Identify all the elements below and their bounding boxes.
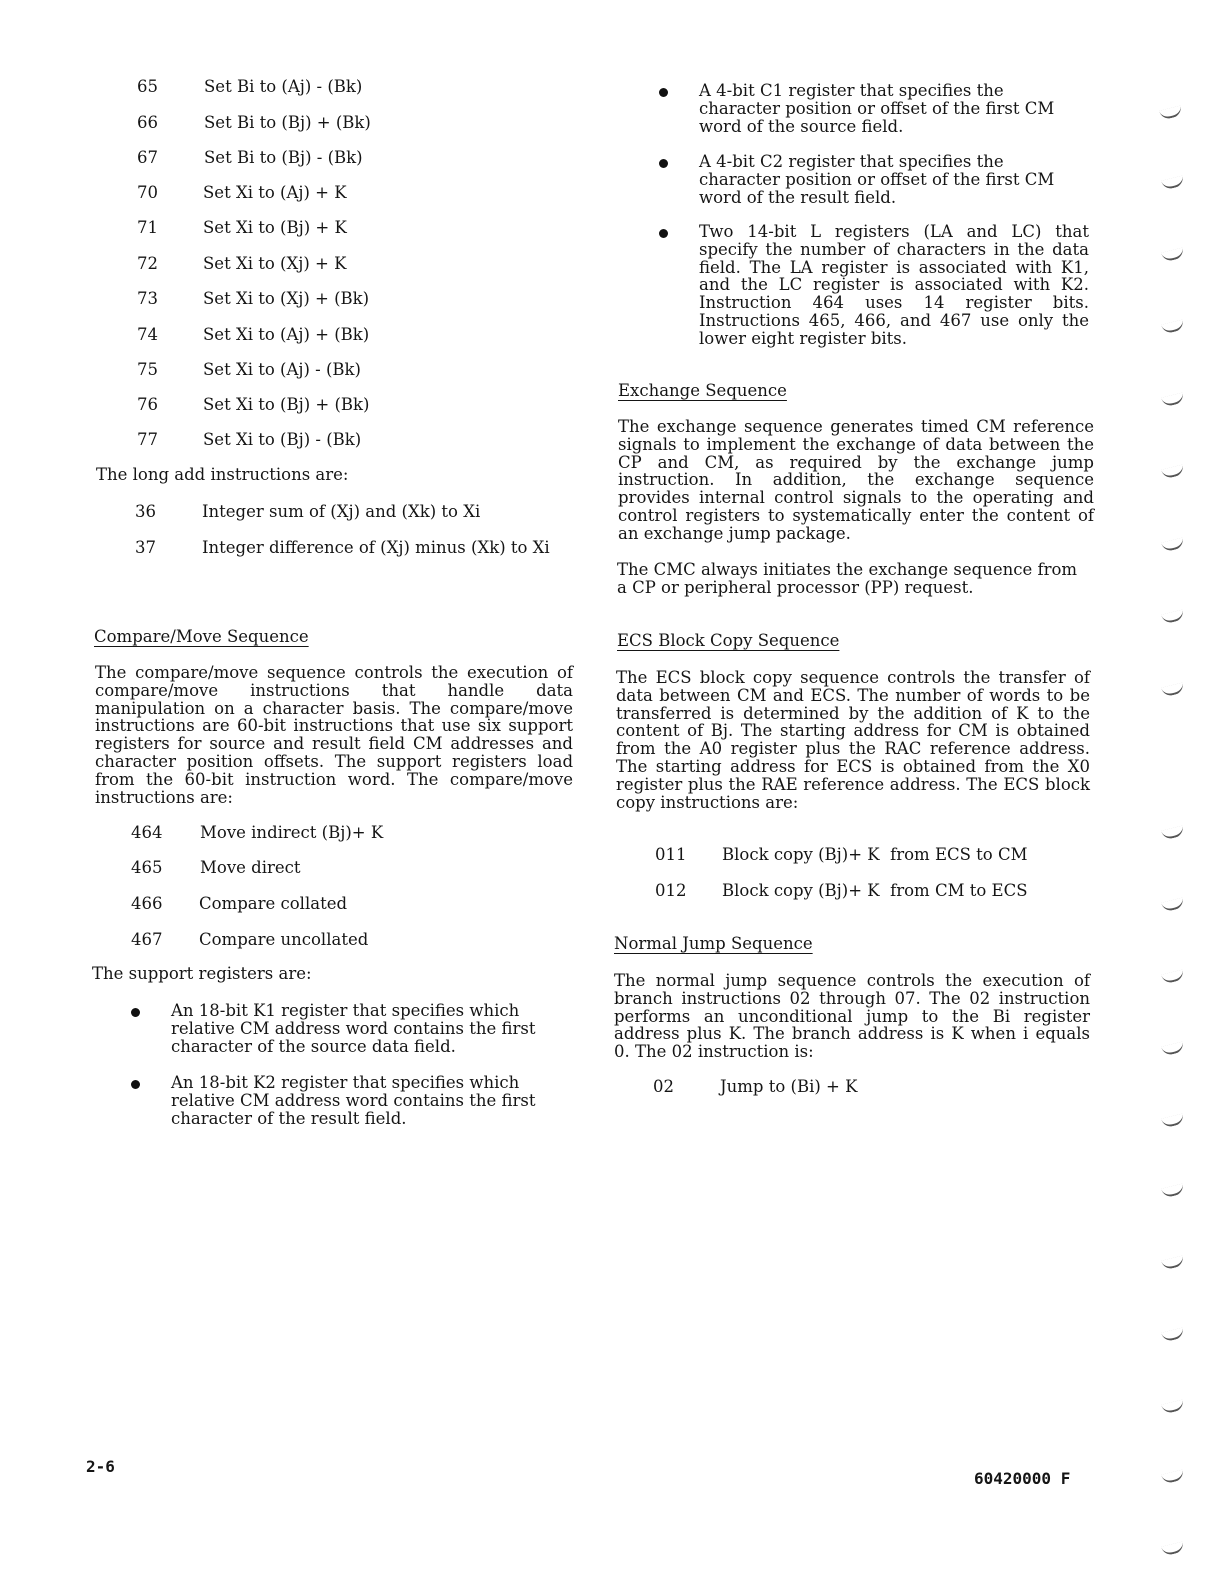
instruction-code: 70 [137,183,158,202]
instruction-desc: Set Bi to (Bj) + (Bk) [204,113,371,132]
instruction-desc: Set Bi to (Bj) - (Bk) [204,148,363,167]
paragraph: The ECS block copy sequence controls the transfer of data between CM and ECS. The number of words to be transferred is determined by the addition of K to the content of Bj. The starting address for CM is obtained from the A0 register plus the RAC reference address. The starting address for ECS is obtained from the X0 register plus the RAE reference address. The ECS block copy instructions are: [616,668,1090,812]
instruction-code: 012 [655,881,687,900]
instruction-row [137,396,577,416]
instruction-row [137,361,577,381]
instruction-row [653,1078,1093,1098]
instruction-code: 67 [137,148,158,167]
instruction-code: 464 [131,823,163,842]
instruction-desc: Set Xi to (Bj) + K [203,218,347,237]
long-add-intro: The long add instructions are: [96,465,349,484]
section-heading: Compare/Move Sequence [94,627,309,646]
instruction-row [137,219,577,239]
binding-mark [1161,825,1185,840]
instruction-row [137,290,577,310]
bullet-icon [659,88,668,97]
instruction-desc: Block copy (Bj)+ K from ECS to CM [722,845,1028,864]
instruction-desc: Block copy (Bj)+ K from CM to ECS [722,881,1028,900]
bullet-icon [131,1080,140,1089]
page-number: 2-6 [86,1457,115,1476]
instruction-desc: Set Bi to (Aj) - (Bk) [204,77,363,96]
instruction-desc: Set Xi to (Aj) + K [203,183,347,202]
instruction-code: 467 [131,930,163,949]
binding-mark [1159,105,1183,120]
bullet-icon [659,159,668,168]
section-heading: ECS Block Copy Sequence [617,631,840,650]
bullet-item [659,153,1099,209]
binding-mark [1161,609,1185,624]
instruction-row [137,184,577,204]
instruction-code: 77 [137,430,158,449]
instruction-code: 37 [135,538,156,557]
binding-mark [1161,1255,1185,1270]
instruction-code: 74 [137,325,158,344]
binding-mark [1161,1399,1185,1414]
instruction-desc: Integer difference of (Xj) minus (Xk) to Xi [202,538,550,557]
instruction-code: 65 [137,77,158,96]
paragraph: The CMC always initiates the exchange sequence from a CP or peripheral processor (PP) request. [617,560,1078,597]
section-heading: Exchange Sequence [618,381,787,400]
instruction-code: 465 [131,858,163,877]
instruction-row [655,846,1095,866]
support-registers-intro: The support registers are: [92,964,312,983]
instruction-desc: Set Xi to (Aj) + (Bk) [203,325,370,344]
binding-mark [1161,319,1185,334]
bullet-text: An 18-bit K2 register that specifies which relative CM address word contains the first character of the result field. [171,1073,536,1128]
instruction-code: 71 [137,218,158,237]
binding-mark [1161,537,1185,552]
binding-mark [1161,247,1185,262]
binding-mark [1161,1041,1185,1056]
binding-mark [1161,1183,1185,1198]
instruction-desc: Set Xi to (Xj) + K [203,254,347,273]
bullet-item [659,223,1099,353]
instruction-desc: Move direct [200,858,301,877]
binding-mark [1161,682,1185,697]
bullet-text: A 4-bit C1 register that specifies the character position or offset of the first CM word of the source field. [699,81,1055,136]
binding-mark [1161,464,1185,479]
instruction-desc: Set Xi to (Aj) - (Bk) [203,360,361,379]
instruction-row [137,431,577,451]
binding-mark [1161,897,1185,912]
binding-mark [1161,392,1185,407]
binding-mark [1161,1469,1185,1484]
instruction-desc: Set Xi to (Xj) + (Bk) [203,289,370,308]
bullet-item [131,1002,571,1058]
paragraph: The exchange sequence generates timed CM reference signals to implement the exchange of data between the CP and CM, as required by the exchange jump instruction. In addition, the exchange sequence provides internal control signals to the operating and control registers to systematically enter the content of an exchange jump package. [618,417,1094,543]
instruction-code: 66 [137,113,158,132]
instruction-row [137,78,577,98]
instruction-code: 72 [137,254,158,273]
binding-mark [1161,1113,1185,1128]
instruction-row [131,931,571,951]
instruction-desc: Integer sum of (Xj) and (Xk) to Xi [202,502,481,521]
instruction-desc: Move indirect (Bj)+ K [200,823,384,842]
instruction-desc: Jump to (Bi) + K [720,1077,858,1096]
instruction-row [131,859,571,879]
paragraph: The compare/move sequence controls the execution of compare/move instructions that handle data manipulation on a character basis. The compare/move instructions are 60-bit instructions that use six support registers for source and result field CM addresses and character position offsets. The support registers load from the 60-bit instruction word. The compare/move instructions are: [95,663,573,807]
instruction-desc: Set Xi to (Bj) - (Bk) [203,430,362,449]
bullet-icon [131,1008,140,1017]
instruction-desc: Compare uncollated [199,930,369,949]
binding-mark [1161,175,1185,190]
instruction-code: 73 [137,289,158,308]
instruction-row [137,326,577,346]
instruction-code: 36 [135,502,156,521]
bullet-icon [659,229,668,238]
document-number: 60420000 F [974,1469,1071,1488]
instruction-row [655,882,1095,902]
bullet-text: Two 14-bit L registers (LA and LC) that specify the number of characters in the data field. The LA register is associated with K1, and the LC register is associated with K2. Instruction 464 uses 14 register bits. Instructions 465, 466, and 467 use only the lower eight register bits. [699,222,1089,348]
binding-mark [1161,1541,1185,1556]
instruction-code: 02 [653,1077,674,1096]
instruction-desc: Set Xi to (Bj) + (Bk) [203,395,370,414]
bullet-item [659,82,1099,138]
binding-mark [1161,969,1185,984]
instruction-row [131,824,571,844]
paragraph: The normal jump sequence controls the execution of branch instructions 02 through 07. The 02 instruction performs an unconditional jump to the Bi register address plus K. The branch address is K when i equals 0. The 02 instruction is: [614,971,1090,1062]
instruction-row [135,539,575,579]
bullet-text: An 18-bit K1 register that specifies which relative CM address word contains the first character of the source data field. [171,1001,536,1056]
instruction-code: 466 [131,894,163,913]
instruction-desc: Compare collated [199,894,348,913]
instruction-row [137,255,577,275]
instruction-code: 75 [137,360,158,379]
bullet-text: A 4-bit C2 register that specifies the character position or offset of the first CM word of the result field. [699,152,1055,207]
bullet-item [131,1074,571,1130]
section-heading: Normal Jump Sequence [614,934,813,953]
instruction-code: 76 [137,395,158,414]
binding-mark [1161,1327,1185,1342]
instruction-code: 011 [655,845,687,864]
instruction-row [131,895,571,915]
instruction-row [137,149,577,169]
instruction-row [137,114,577,134]
instruction-row [135,503,575,523]
